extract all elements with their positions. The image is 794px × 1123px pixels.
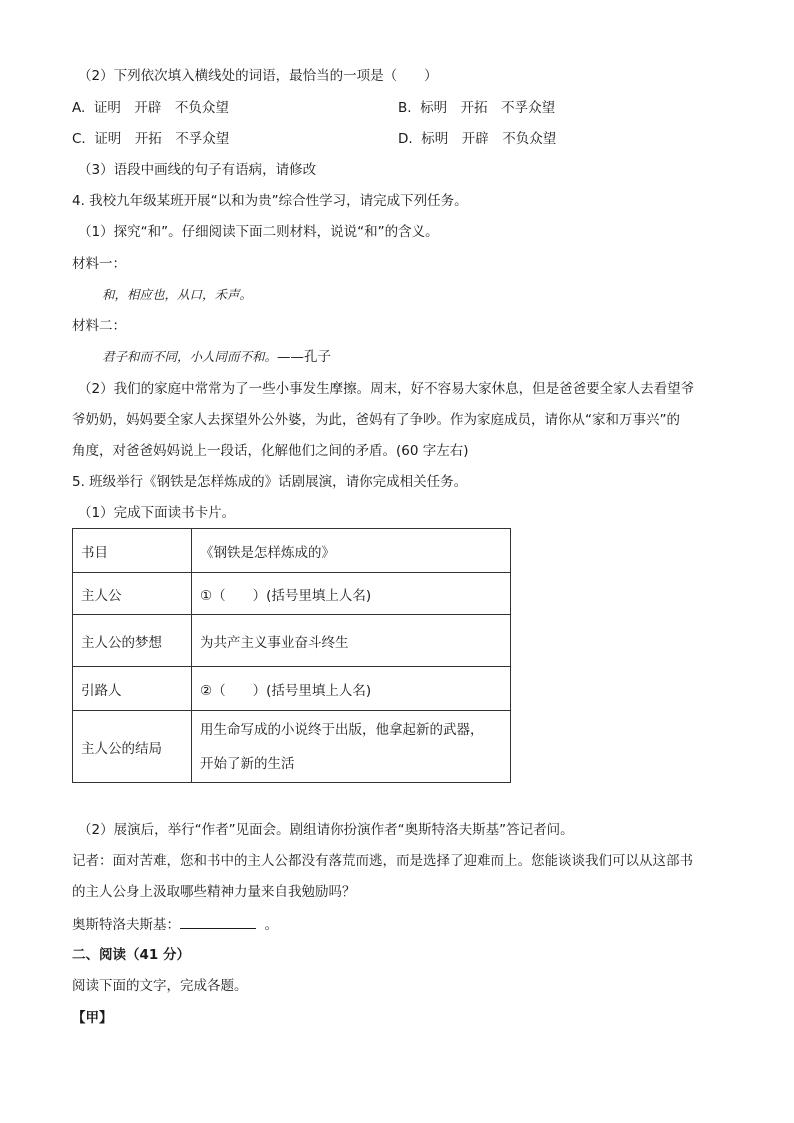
card-key: 主人公	[73, 573, 192, 615]
material1-text: 和，相应也，从口，禾声。	[102, 287, 253, 302]
q4-sub2-line: 爷奶奶，妈妈要全家人去探望外公外婆，为此，爸妈有了争吵。作为家庭成员，请你从“家和万事兴”的	[72, 412, 680, 428]
card-value: 为共产主义事业奋斗终生	[192, 615, 511, 667]
q5-title: 5. 班级举行《钢铁是怎样炼成的》话剧展演，请你完成相关任务。	[72, 474, 468, 490]
card-key: 主人公的结局	[73, 711, 192, 783]
q4-sub2-line: 角度，对爸爸妈妈说上一段话，化解他们之间的矛盾。(60 字左右)	[72, 443, 469, 459]
card-value: 《钢铁是怎样炼成的》	[192, 529, 511, 573]
option-d	[398, 129, 556, 149]
answer-line	[72, 914, 278, 935]
section-heading: 二、阅读（41 分）	[72, 947, 190, 963]
material2-text: 君子和而不同，小人同而不和。	[102, 349, 278, 364]
answer-end: 。	[264, 917, 279, 933]
option-text: 证明 开辟 不负众望	[93, 100, 229, 116]
table-row	[73, 667, 511, 711]
option-letter: D.	[398, 131, 413, 147]
option-b	[398, 98, 555, 118]
reporter-line: 记者：面对苦难，您和书中的主人公都没有落荒而逃，而是选择了迎难而上。您能谈谈我们可以从这部书	[72, 853, 693, 869]
answer-label: 奥斯特洛夫斯基：	[72, 917, 180, 933]
option-text: 标明 开拓 不孚众望	[420, 100, 556, 116]
q4-sub1: （1）探究“和”。仔细阅读下面二则材料，说说“和”的含义。	[78, 224, 439, 240]
material2-source: ——孔子	[277, 349, 332, 365]
table-row	[73, 529, 511, 573]
option-text: 证明 开拓 不孚众望	[94, 131, 230, 147]
answer-blank	[180, 914, 256, 929]
material2-quote	[102, 347, 331, 367]
card-key: 引路人	[73, 667, 192, 711]
table-row	[73, 711, 511, 783]
option-letter: B.	[398, 100, 412, 116]
q5-sub2: （2）展演后，举行“作者”见面会。剧组请你扮演作者“奥斯特洛夫斯基”答记者问。	[78, 822, 574, 838]
q2-stem: （2）下列依次填入横线处的词语，最恰当的一项是（ ）	[78, 68, 438, 84]
reading-card-table	[72, 528, 511, 783]
q4-sub2-line: （2）我们的家庭中常常为了一些小事发生摩擦。周末，好不容易大家休息，但是爸爸要全家人去看望爷	[78, 381, 695, 397]
table-row	[73, 573, 511, 615]
card-value	[192, 711, 511, 783]
passage-label: 【甲】	[72, 1010, 113, 1026]
card-key: 书目	[73, 529, 192, 573]
card-value-line: 用生命写成的小说终于出版，他拿起新的武器，	[200, 721, 484, 738]
option-letter: A.	[72, 100, 86, 116]
q3-stem: （3）语段中画线的句子有语病，请修改	[78, 162, 317, 178]
material1-label: 材料一：	[72, 256, 126, 272]
option-letter: C.	[72, 131, 86, 147]
q4-title: 4. 我校九年级某班开展“以和为贵”综合性学习，请完成下列任务。	[72, 193, 468, 209]
option-a	[72, 98, 229, 118]
q5-sub1: （1）完成下面读书卡片。	[78, 505, 236, 521]
card-value: ①（ ）(括号里填上人名)	[192, 573, 511, 615]
section-intro: 阅读下面的文字，完成各题。	[72, 978, 248, 994]
material2-label: 材料二：	[72, 318, 126, 334]
option-text: 标明 开辟 不负众望	[421, 131, 557, 147]
table-row	[73, 615, 511, 667]
card-key: 主人公的梦想	[73, 615, 192, 667]
card-value: ②（ ）(括号里填上人名)	[192, 667, 511, 711]
reporter-line: 的主人公身上汲取哪些精神力量来自我勉励吗？	[72, 884, 356, 900]
card-value-line: 开始了新的生活	[200, 755, 295, 772]
option-c	[72, 129, 229, 149]
